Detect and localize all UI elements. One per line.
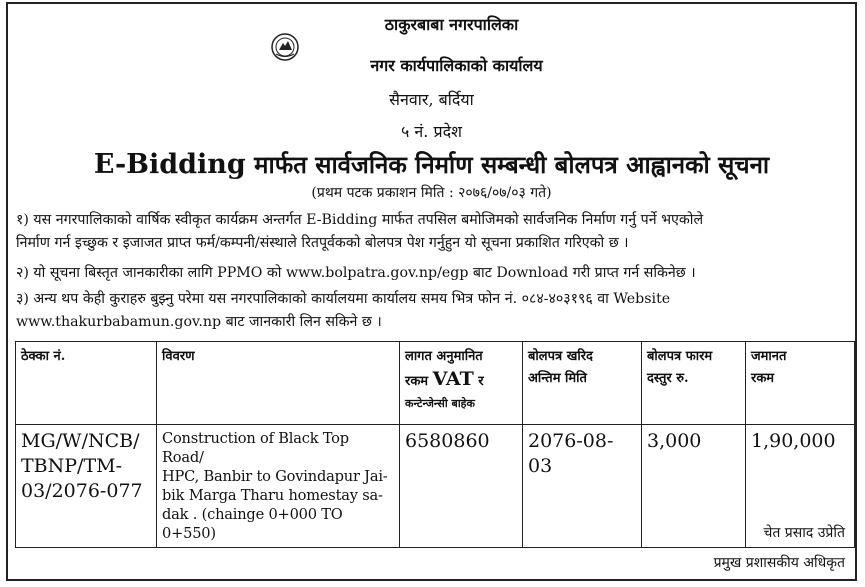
cell-contract-no <box>16 425 157 548</box>
header-cost-line-2 <box>405 368 517 393</box>
header-security-line-2: रकम <box>751 371 775 386</box>
province-name: ५ नं. प्रदेश <box>401 122 462 141</box>
cell-fee: 3,000 <box>642 425 746 548</box>
table-header-row <box>16 342 855 425</box>
table-row <box>16 425 855 548</box>
description-line-3: bik Marga Tharu homestay sa- <box>162 487 383 504</box>
header-description-label: विवरण <box>162 349 195 364</box>
notice-title <box>8 148 855 181</box>
paragraph-1 <box>16 209 851 255</box>
cell-security: 1,90,000 <box>746 425 855 548</box>
contract-no-line-3: 03/2076-077 <box>21 480 143 502</box>
header-security-line-1: जमानत <box>751 349 787 364</box>
header-fee <box>642 342 746 425</box>
header-deadline-line-2: अन्तिम मिति <box>528 371 587 386</box>
paragraph-2 <box>16 262 851 285</box>
header-security <box>746 342 855 425</box>
header-deadline <box>523 342 642 425</box>
header-cost-line-1: लागत अनुमानित <box>405 349 483 364</box>
cell-cost: 6580860 <box>400 425 523 548</box>
paragraph-3-line-1: ३) अन्य थप केही कुराहरु बुझ्नु परेमा यस नगरपालिकाको कार्यालयमा कार्यालय समय भित्र फोन नं. ०८४-४०३१९६ वा Website <box>16 291 671 307</box>
header-fee-line-2: दस्तुर रु. <box>647 371 689 386</box>
office-name: नगर कार्यपालिकाको कार्यालय <box>370 56 543 75</box>
signatory-name: चेत प्रसाद उप्रेति <box>763 525 845 541</box>
signatory-designation: प्रमुख प्रशासकीय अधिकृत <box>713 555 845 571</box>
header-cost-vat: VAT <box>432 368 474 390</box>
description-line-1: Construction of Black Top Road/ <box>162 430 349 466</box>
office-location: सैनवार, बर्दिया <box>389 90 474 109</box>
header-description <box>157 342 400 425</box>
bid-table <box>15 341 855 548</box>
header-cost-line-2a: रकम <box>405 374 433 389</box>
title-rest: मार्फत सार्वजनिक निर्माण सम्बन्धी बोलपत्र आह्वानको सूचना <box>245 150 770 179</box>
header-cost-line-3: कन्टेन्जेन्सी बाहेक <box>405 397 475 410</box>
paragraph-2-line-1: २) यो सूचना बिस्तृत जानकारीका लागि PPMO को www.bolpatra.gov.np/egp बाट Download गरी प्राप्त गर्न सकिनेछ । <box>16 265 696 281</box>
contract-no-line-1: MG/W/NCB/ <box>21 430 140 452</box>
description-line-2: HPC, Banbir to Govindapur Jai- <box>162 468 388 485</box>
municipality-name: ठाकुरबाबा नगरपालिका <box>384 15 519 34</box>
cell-deadline: 2076-08-03 <box>523 425 642 548</box>
header-cost-line-2c: र <box>473 374 484 389</box>
description-line-4: dak . (chainge 0+000 TO 0+550) <box>162 506 343 542</box>
title-prefix: E-Bidding <box>93 149 246 180</box>
header-fee-line-1: बोलपत्र फारम <box>647 349 713 364</box>
tender-notice <box>6 2 857 581</box>
cell-description <box>157 425 400 548</box>
header-contract-no-label: ठेक्का नं. <box>21 349 66 364</box>
paragraph-3-line-2: www.thakurbabamun.gov.np बाट जानकारी लिन सकिने छ । <box>16 314 382 330</box>
header-cost <box>400 342 523 425</box>
paragraph-3 <box>16 288 851 334</box>
paragraph-1-line-2: निर्माण गर्न इच्छुक र इजाजत प्राप्त फर्म/कम्पनी/संस्थाले रितपूर्वकको बोलपत्र पेश गर्नुहुन यो सूचना प्रकाशित गरिएको छ । <box>16 235 629 251</box>
header-contract-no <box>16 342 157 425</box>
contract-no-line-2: TBNP/TM- <box>21 455 122 477</box>
publication-date: (प्रथम पटक प्रकाशन मिति : २०७६/०७/०३ गते) <box>311 185 552 201</box>
header-deadline-line-1: बोलपत्र खरिद <box>528 349 593 364</box>
paragraph-1-line-1: १) यस नगरपालिकाको वार्षिक स्वीकृत कार्यक्रम अन्तर्गत E-Bidding मार्फत तपसिल बमोजिमको सार्वजनिक निर्माण गर्नु पर्ने भएकोले <box>16 212 704 228</box>
